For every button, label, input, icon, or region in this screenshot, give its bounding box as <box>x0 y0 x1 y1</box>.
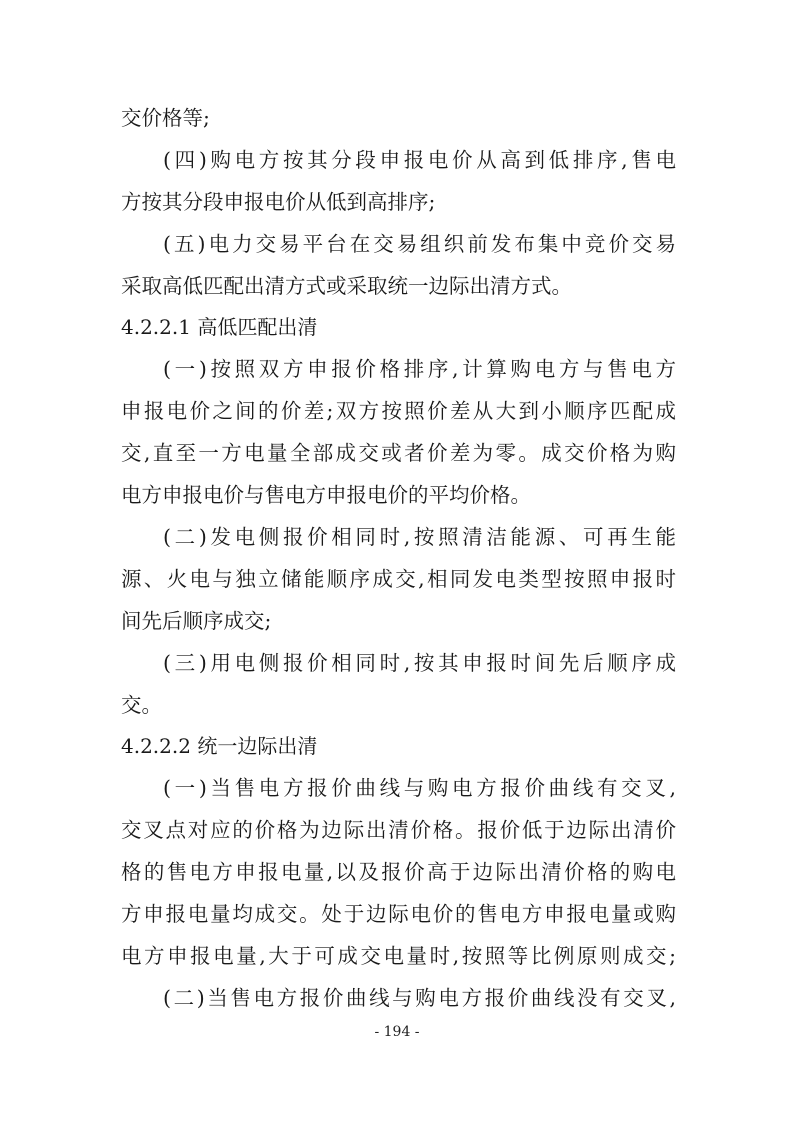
text-line: (一)按照双方申报价格排序,计算购电方与售电方 <box>163 357 676 381</box>
text-line: (二)发电侧报价相同时,按照清洁能源、可再生能 <box>163 525 676 549</box>
text-line: 电方申报电价与售电方申报电价的平均价格。 <box>121 483 531 507</box>
text-line: 方申报电量均成交。处于边际电价的售电方申报电量或购 <box>121 902 676 926</box>
text-line: 电方申报电量,大于可成交电量时,按照等比例原则成交; <box>121 944 676 968</box>
text-line: 间先后顺序成交; <box>121 609 272 633</box>
text-line: (五)电力交易平台在交易组织前发布集中竞价交易 <box>163 232 676 256</box>
text-line: 格的售电方申报电量,以及报价高于边际出清价格的购电 <box>121 860 676 884</box>
text-line: 交。 <box>121 693 162 717</box>
text-line: (三)用电侧报价相同时,按其申报时间先后顺序成 <box>163 651 676 675</box>
text-line: 申报电价之间的价差;双方按照价差从大到小顺序匹配成 <box>121 399 676 423</box>
section-heading: 4.2.2.1 高低匹配出清 <box>121 315 318 339</box>
page-number: - 194 - <box>374 1024 420 1040</box>
text-line: 方按其分段申报电价从低到高排序; <box>121 190 436 214</box>
text-line: 交叉点对应的价格为边际出清价格。报价低于边际出清价 <box>121 818 676 842</box>
text-line: (一)当售电方报价曲线与购电方报价曲线有交叉, <box>163 776 676 800</box>
section-heading: 4.2.2.2 统一边际出清 <box>121 734 318 758</box>
text-line: 源、火电与独立储能顺序成交,相同发电类型按照申报时 <box>121 567 676 591</box>
text-line: (四)购电方按其分段申报电价从高到低排序,售电 <box>163 148 676 172</box>
text-line: 交价格等; <box>121 106 210 130</box>
text-line: 采取高低匹配出清方式或采取统一边际出清方式。 <box>121 274 572 298</box>
text-line: 交,直至一方电量全部成交或者价差为零。成交价格为购 <box>121 441 676 465</box>
text-line: (二)当售电方报价曲线与购电方报价曲线没有交叉, <box>163 986 676 1010</box>
